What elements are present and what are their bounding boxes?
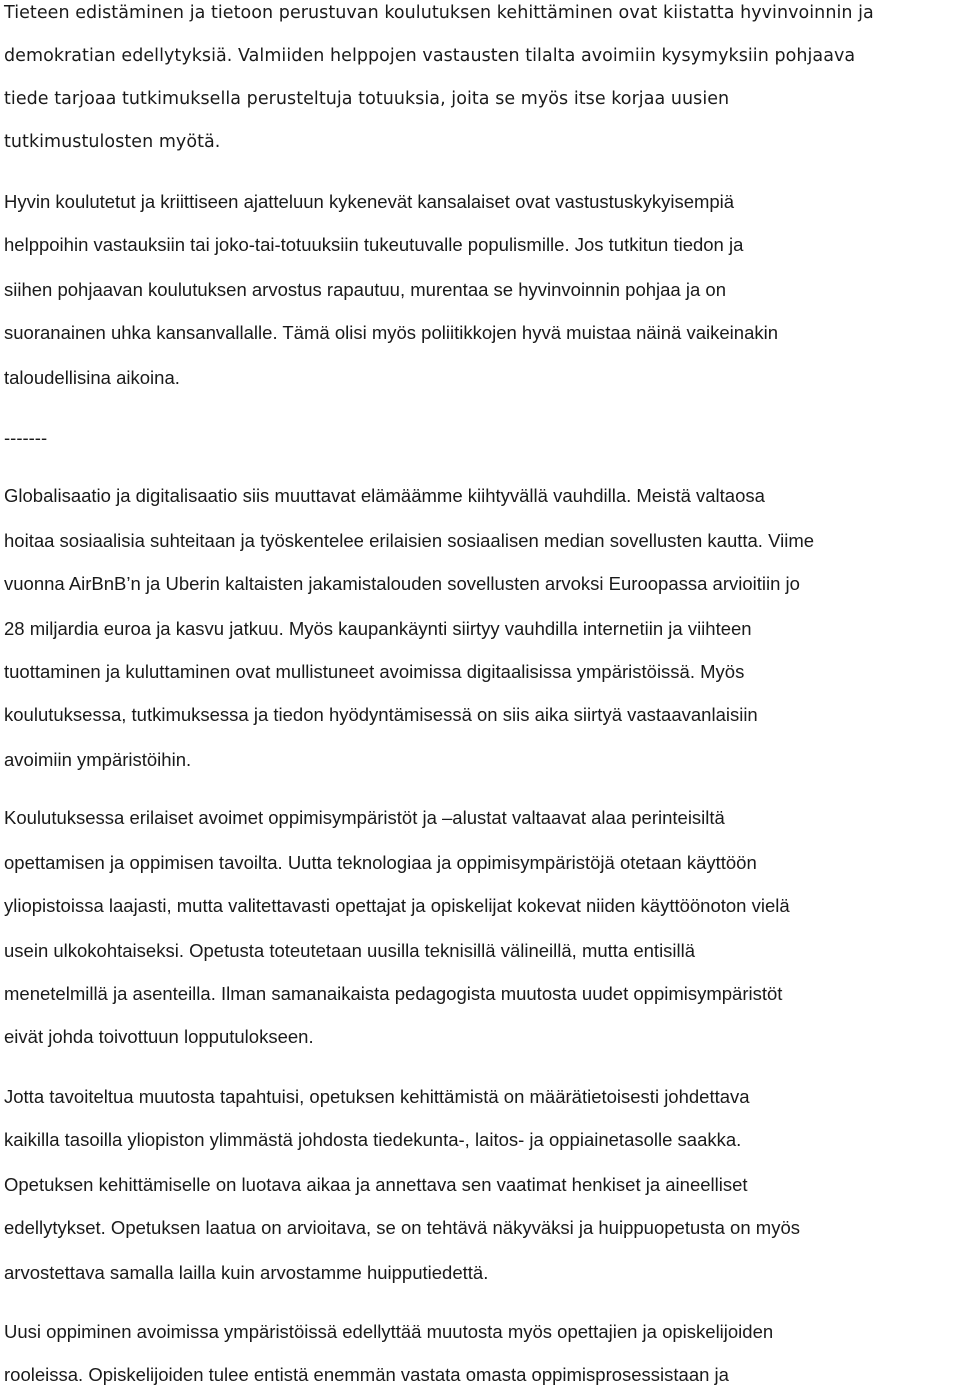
text-line: edellytykset. Opetuksen laatua on arvioitava, se on tehtävä näkyväksi ja huippuopetusta on myös xyxy=(4,1217,800,1238)
text-line: arvostettava samalla lailla kuin arvostamme huipputiedettä. xyxy=(4,1262,489,1283)
text-line: taloudellisina aikoina. xyxy=(4,367,180,388)
text-line: 28 miljardia euroa ja kasvu jatkuu. Myös kaupankäynti siirtyy vauhdilla internetiin ja viihteen xyxy=(4,618,752,639)
text-line: siihen pohjaavan koulutuksen arvostus rapautuu, murentaa se hyvinvoinnin pohjaa ja on xyxy=(4,279,726,300)
text-line: demokratian edellytyksiä. Valmiiden helppojen vastausten tilalta avoimiin kysymyksiin pohjaava xyxy=(4,46,856,66)
text-line: menetelmillä ja asenteilla. Ilman samanaikaista pedagogista muutosta uudet oppimisympäristöt xyxy=(4,983,783,1004)
text-line: vuonna AirBnB’n ja Uberin kaltaisten jakamistalouden sovellusten arvoksi Euroopassa arvioitiin jo xyxy=(4,573,800,594)
text-line: opettamisen ja oppimisen tavoilta. Uutta teknologiaa ja oppimisympäristöjä otetaan käyttöön xyxy=(4,852,757,873)
text-line: kaikilla tasoilla yliopiston ylimmästä johdosta tiedekunta-, laitos- ja oppiainetasolle saakka. xyxy=(4,1129,742,1150)
text-line: Uusi oppiminen avoimissa ympäristöissä edellyttää muutosta myös opettajien ja opiskelijoiden xyxy=(4,1321,774,1342)
text-line: avoimiin ympäristöihin. xyxy=(4,749,192,770)
text-line: Hyvin koulutetut ja kriittiseen ajatteluun kykenevät kansalaiset ovat vastustuskykyisempiä xyxy=(4,191,735,212)
text-line: Opetuksen kehittämiselle on luotava aikaa ja annettava sen vaatimat henkiset ja aineelliset xyxy=(4,1174,748,1195)
text-line: eivät johda toivottuun lopputulokseen. xyxy=(4,1026,314,1047)
text-line: helppoihin vastauksiin tai joko-tai-totuuksiin tukeutuvalle populismille. Jos tutkitun tiedon ja xyxy=(4,234,744,255)
text-line: Tieteen edistäminen ja tietoon perustuvan koulutuksen kehittäminen ovat kiistatta hyvinvoinnin ja xyxy=(4,3,874,23)
text-line: Jotta tavoiteltua muutosta tapahtuisi, opetuksen kehittämistä on määrätietoisesti johdettava xyxy=(4,1086,750,1107)
text-line: yliopistoissa laajasti, mutta valitettavasti opettajat ja opiskelijat kokevat niiden käyttöönoton vielä xyxy=(4,895,790,916)
text-line: rooleissa. Opiskelijoiden tulee entistä enemmän vastata omasta oppimisprosessistaan ja xyxy=(4,1364,729,1385)
text-line: tiede tarjoaa tutkimuksella perusteltuja totuuksia, joita se myös itse korjaa uusien xyxy=(4,89,730,109)
text-line: usein ulkokohtaiseksi. Opetusta toteutetaan uusilla teknisillä välineillä, mutta entisillä xyxy=(4,940,696,961)
text-line: suoranainen uhka kansanvallalle. Tämä olisi myös poliitikkojen hyvä muistaa näinä vaikeinakin xyxy=(4,322,779,343)
text-line: hoitaa sosiaalisia suhteitaan ja työskentelee erilaisien sosiaalisen median sovellusten kautta. Viime xyxy=(4,530,815,551)
text-line: tutkimustulosten myötä. xyxy=(4,132,221,152)
text-line: koulutuksessa, tutkimuksessa ja tiedon hyödyntämisessä on siis aika siirtyä vastaavanlaisiin xyxy=(4,704,758,725)
text-line: tuottaminen ja kuluttaminen ovat mullistuneet avoimissa digitaalisissa ympäristöissä. Myös xyxy=(4,661,745,682)
text-line: Koulutuksessa erilaiset avoimet oppimisympäristöt ja –alustat valtaavat alaa perinteisiltä xyxy=(4,807,725,828)
divider-text: ------- xyxy=(4,427,48,448)
text-line: Globalisaatio ja digitalisaatio siis muuttavat elämäämme kiihtyvällä vauhdilla. Meistä valtaosa xyxy=(4,485,765,506)
